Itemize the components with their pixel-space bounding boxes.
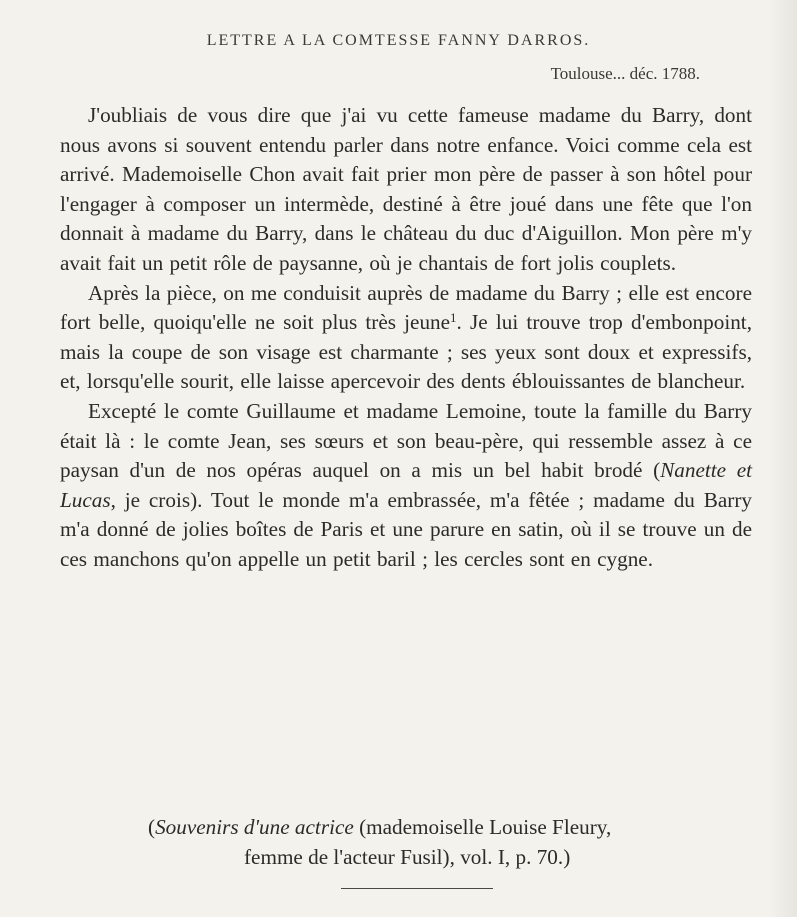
paragraph-3: [60, 397, 752, 575]
letter-body: [60, 101, 752, 575]
footnote-marker: 1: [450, 310, 457, 326]
paragraph-1: J'oubliais de vous dire que j'ai vu cette fameuse madame du Barry, dont nous avons si souvent entendu parler dans notre enfance. Voici comme cela est arrivé. Mademoiselle Chon avait fait prier mon père de passer à son hôtel pour l'engager à composer un intermède, destiné à être joué dans une fête que l'on donnait à madame du Barry, dans le château du duc d'Aiguillon. Mon père m'y avait fait un petit rôle de paysanne, où je chantais de fort jolis couplets.: [60, 103, 752, 275]
citation-line-2: femme de l'acteur Fusil), vol. I, p. 70.): [244, 845, 571, 869]
paragraph-2: [60, 279, 752, 397]
paragraph-3-text-a: Excepté le comte Guillaume et madame Lemoine, toute la famille du Barry était là : le comte Jean, ses sœurs et son beau-père, qui ressemble assez à ce paysan d'un de nos opéras auquel on a mis un bel habit brodé (: [60, 398, 752, 483]
page-edge-shadow: [769, 0, 797, 917]
paragraph-2-text-b: . Je lui trouve trop d'embonpoint, mais la coupe de son visage est charmante ; ses yeux sont doux et expressifs, et, lorsqu'elle sourit, elle laisse apercevoir des dents éblouissantes de blancheur.: [60, 310, 752, 394]
paragraph-3-text-b: , je crois). Tout le monde m'a embrassée, m'a fêtée ; madame du Barry m'a donné de jolies boîtes de Paris et une parure en satin, où il se trouve un de ces manchons qu'on appelle un petit baril ; les cercles sont en cygne.: [60, 487, 752, 571]
letter-dateline: Toulouse... déc. 1788.: [550, 64, 700, 83]
citation-line-1: (mademoiselle Louise Fleury,: [353, 815, 612, 839]
citation-open-paren: (: [148, 815, 156, 839]
paragraph-2-text-a: Après la pièce, on me conduisit auprès de madame du Barry ; elle est encore fort belle, quoiqu'elle ne soit plus très jeune: [60, 280, 752, 335]
page-header: LETTRE A LA COMTESSE FANNY DARROS.: [206, 32, 591, 49]
section-divider: [341, 888, 493, 889]
citation: [148, 812, 768, 872]
citation-source-title: Souvenirs d'une actrice: [155, 815, 354, 839]
opera-title: Nanette et Lucas: [60, 458, 752, 512]
